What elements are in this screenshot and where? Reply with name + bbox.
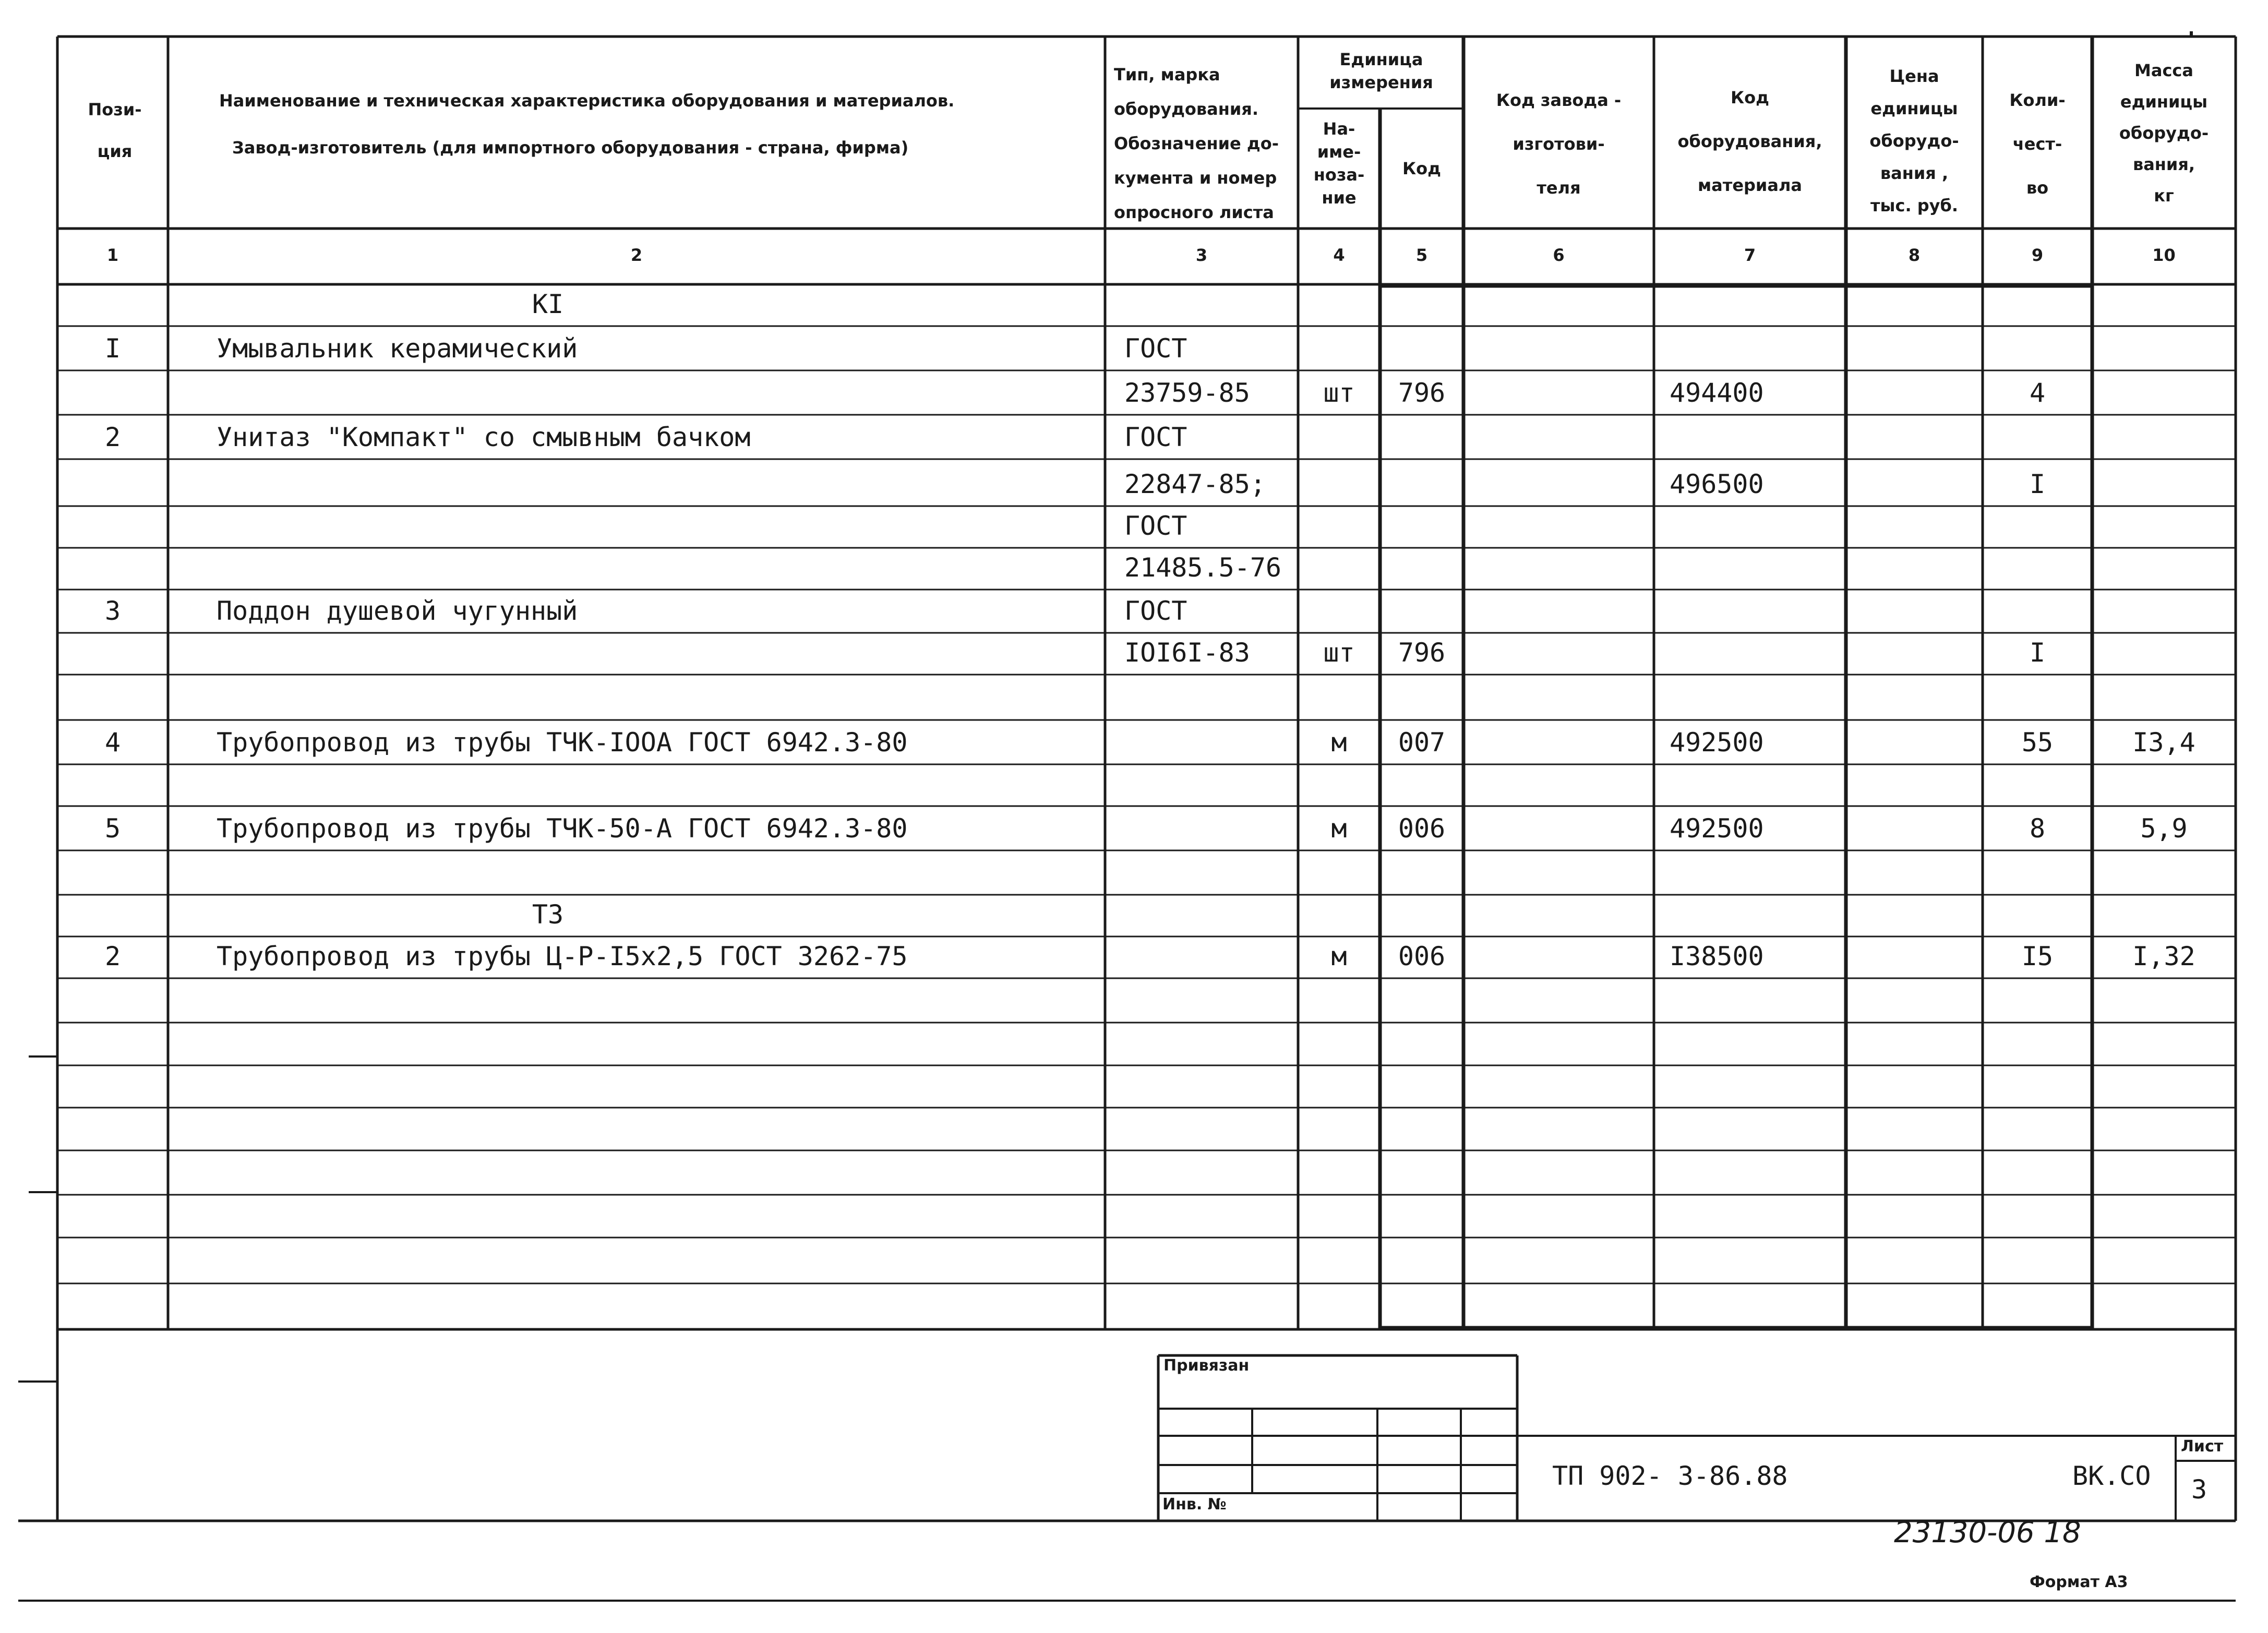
cell-qty: 8 [2029,813,2046,844]
header-price: Цена единицы оборудо- вания , тыс. руб. [1869,66,1959,215]
colnum-10: 10 [2152,245,2176,265]
cell-qty: 4 [2029,378,2046,408]
cell-qty: I5 [2021,941,2054,971]
cell-name: Т3 [532,899,564,930]
colnum-2: 2 [630,245,643,265]
cell-doc: IOI6I-83 [1124,638,1250,668]
cell-qty: I [2029,469,2046,499]
stamp-inv-no: Инв. № [1162,1495,1227,1514]
colnum-6: 6 [1553,245,1565,265]
cell-item-code: 492500 [1670,727,1764,758]
cell-name: Трубопровод из трубы ТЧК-50-А ГОСТ 6942.3-80 [217,813,908,844]
colnum-4: 4 [1333,245,1345,265]
colnum-9: 9 [2031,245,2044,265]
cell-code: 006 [1398,813,1446,844]
cell-unit: шт [1323,638,1355,668]
cell-name: Поддон душевой чугунный [217,596,578,626]
cell-code: 796 [1398,378,1446,408]
handwritten-number: 23130-06 18 [1894,1516,2081,1550]
colnum-1: 1 [106,245,119,265]
cell-doc: 23759-85 [1124,378,1250,408]
format-label: Формат А3 [2030,1573,2128,1591]
cell-name: Трубопровод из трубы Ц-Р-I5х2,5 ГОСТ 3262-75 [217,941,908,971]
cell-doc: ГОСТ [1124,333,1187,364]
cell-item-code: 496500 [1670,469,1764,499]
cell-mass: I3,4 [2132,727,2195,758]
cell-code: 006 [1398,941,1446,971]
cell-item-code: 494400 [1670,378,1764,408]
cell-pos: 4 [104,727,121,758]
header-unit: Единица измерения [1329,50,1433,92]
stamp-privyazan: Привязан [1163,1356,1250,1375]
cell-mass: I,32 [2132,941,2195,971]
header-qty: Коли- чест- во [2009,90,2066,198]
header-item-code: Код оборудования, материала [1677,88,1822,195]
cell-item-code: 492500 [1670,813,1764,844]
cell-doc: 22847-85; [1124,469,1266,499]
cell-doc: 21485.5-76 [1124,553,1282,583]
cell-code: 796 [1398,638,1446,668]
cell-qty: I [2029,638,2046,668]
cell-code: 007 [1398,727,1446,758]
cell-pos: 3 [104,596,121,626]
cell-unit: м [1331,813,1347,844]
cell-doc: ГОСТ [1124,511,1187,541]
cell-pos: I [104,333,121,364]
cell-qty: 55 [2021,727,2054,758]
stamp-doc-code: ТП 902- 3-86.88 [1552,1461,1788,1491]
colnum-7: 7 [1744,245,1756,265]
cell-unit: шт [1323,378,1355,408]
cell-unit: м [1331,941,1347,971]
header-name-line1: Наименование и техническая характеристика оборудования и материалов. [219,91,955,111]
colnum-3: 3 [1195,245,1208,265]
cell-pos: 2 [104,941,121,971]
cell-name: KI [532,289,564,319]
header-position: Пози- ция [88,100,142,161]
header-mass: Масса единицы оборудо- вания, кг [2119,61,2209,206]
header-name-line2: Завод-изготовитель (для импортного оборудования - страна, фирма) [232,138,909,158]
cell-doc: ГОСТ [1124,596,1187,626]
stamp-sheet-no: 3 [2191,1474,2207,1505]
cell-doc: ГОСТ [1124,422,1187,452]
cell-pos: 2 [104,422,121,452]
header-unit-name: На- име- ноза- ние [1313,119,1365,208]
colnum-5: 5 [1415,245,1428,265]
stamp-sheet-label: Лист [2181,1437,2224,1456]
header-type-doc: Тип, марка оборудования. Обозначение до- кумента и номер опросного листа [1114,65,1279,222]
cell-name: Трубопровод из трубы ТЧК-IOOA ГОСТ 6942.3-80 [217,727,908,758]
cell-unit: м [1331,727,1347,758]
cell-item-code: I38500 [1670,941,1764,971]
cell-mass: 5,9 [2140,813,2188,844]
cell-name: Умывальник керамический [217,333,578,364]
cell-name: Унитаз "Компакт" со смывным бачком [217,422,751,452]
stamp-mark: ВК.СО [2072,1461,2151,1491]
colnum-8: 8 [1908,245,1921,265]
header-unit-code: Код [1402,159,1441,178]
cell-pos: 5 [104,813,121,844]
header-maker-code: Код завода - изготови- теля [1496,90,1622,198]
